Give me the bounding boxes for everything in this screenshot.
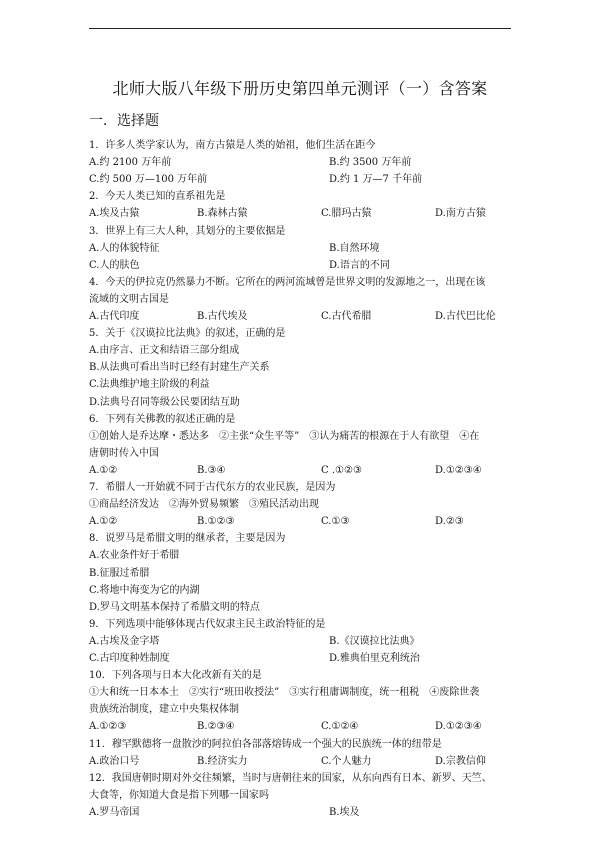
question-stem — [89, 274, 519, 291]
answer-option: B.自然环境 — [329, 242, 380, 254]
option-row — [89, 308, 519, 325]
question-stem — [89, 701, 519, 718]
option-row — [89, 342, 519, 359]
answer-option: C.法典维护地主阶级的利益 — [89, 379, 210, 391]
option-row — [89, 565, 519, 582]
answer-option: A.古代印度 — [89, 311, 140, 322]
answer-option: B.约 3500 万年前 — [329, 157, 412, 169]
option-row — [89, 257, 519, 274]
answer-option: C.①②④ — [321, 721, 359, 733]
option-row — [89, 376, 519, 393]
option-row — [89, 718, 519, 735]
question-stem — [89, 188, 519, 205]
header-rule — [89, 28, 511, 29]
option-row — [89, 171, 519, 188]
answer-option: C.个人魅力 — [321, 755, 372, 767]
question-stem-text: ①创始人是乔达摩・悉达多 ②主张“众生平等” ③认为痛苦的根源在于人有欲望 ④在 — [89, 430, 480, 442]
option-row — [89, 154, 519, 171]
answer-option: A.①② — [89, 464, 118, 476]
question-stem — [89, 496, 519, 513]
option-row — [89, 359, 519, 376]
answer-option: D.语言的不同 — [329, 259, 390, 271]
answer-option: A.政治口号 — [89, 755, 140, 767]
option-row — [89, 240, 519, 257]
answer-option: C.将地中海变为它的内湖 — [89, 584, 200, 596]
answer-option: C.约 500 万—100 万年前 — [89, 174, 208, 186]
page-title: 北师大版八年级下册历史第四单元测评（一）含答案 — [112, 79, 488, 98]
answer-option: D.宗教信仰 — [435, 755, 486, 767]
answer-option: A.①② — [89, 516, 118, 528]
question-stem-text: 4．今天的伊拉克仍然暴力不断。它所在的两河流域曾是世界文明的发源地之一，出现在该 — [89, 276, 486, 288]
question-stem — [89, 291, 519, 308]
answer-option: A.由序言、正文和结语三部分组成 — [89, 345, 240, 357]
answer-option: B.《汉谟拉比法典》 — [329, 635, 420, 647]
answer-option: A.古埃及金字塔 — [89, 635, 160, 647]
answer-option: B.古代埃及 — [197, 311, 248, 322]
section-heading: 一．选择题 — [89, 113, 159, 129]
question-stem-text: 流域的文明古国是 — [89, 293, 169, 305]
option-row — [89, 513, 519, 530]
answer-option: A.约 2100 万年前 — [89, 157, 172, 169]
answer-option: C.①③ — [321, 516, 350, 528]
question-stem-text: 9．下列选项中能够体现古代奴隶主民主政治特征的是 — [89, 618, 326, 630]
answer-option: A.人的体貌特征 — [89, 242, 160, 254]
question-stem — [89, 428, 519, 445]
answer-option: D.约 1 万—7 千年前 — [329, 174, 423, 186]
option-row — [89, 599, 519, 616]
question-stem-text: 11．穆罕默德将一盘散沙的阿拉伯各部落熔铸成一个强大的民族统一体的纽带是 — [89, 738, 442, 750]
question-stem — [89, 770, 519, 787]
question-stem — [89, 616, 519, 633]
question-stem-text: 6．下列有关佛教的叙述正确的是 — [89, 413, 236, 425]
question-stem — [89, 137, 519, 154]
answer-option: B.③④ — [197, 464, 226, 476]
option-row — [89, 394, 519, 411]
answer-option: C .①②③ — [321, 464, 362, 476]
answer-option: B.从法典可看出当时已经有封建生产关系 — [89, 362, 270, 374]
answer-option: D.古代巴比伦 — [435, 311, 496, 322]
question-stem-text: 贵族统治制度，建立中央集权体制 — [89, 704, 239, 716]
answer-option: D.②③ — [435, 516, 464, 528]
option-row — [89, 753, 519, 770]
question-stem — [89, 667, 519, 684]
answer-option: D.①②③④ — [435, 721, 482, 733]
answer-option: B.②③④ — [197, 721, 235, 733]
answer-option: D.罗马文明基本保持了希腊文明的特点 — [89, 601, 260, 613]
answer-option: B.经济实力 — [197, 755, 248, 767]
question-stem-text: ①大和统一日本本土 ②实行“班田收授法” ③实行租庸调制度，统一租税 ④废除世袭 — [89, 687, 480, 699]
answer-option: A.埃及古猿 — [89, 208, 140, 220]
question-stem — [89, 325, 519, 342]
question-stem-text: 大食等，你知道大食是指下列哪一国家吗 — [89, 789, 269, 801]
question-stem-text: 5．关于《汉谟拉比法典》的叙述，正确的是 — [89, 328, 286, 340]
question-stem — [89, 787, 519, 804]
answer-option: C.腊玛古猿 — [321, 208, 372, 220]
question-stem-text: 12．我国唐朝时期对外交往频繁，当时与唐朝往来的国家，从东向西有日本、新罗、天竺、 — [89, 772, 492, 784]
answer-option: B.①②③ — [197, 516, 235, 528]
question-stem-text: ①商品经济发达 ②海外贸易频繁 ③殖民活动出现 — [89, 499, 319, 511]
option-row — [89, 462, 519, 479]
question-stem-text: 3．世界上有三大人种，其划分的主要依据是 — [89, 225, 286, 237]
answer-option: B.埃及 — [329, 806, 360, 818]
question-stem-text: 2．今天人类已知的直系祖先是 — [89, 191, 226, 203]
option-row — [89, 205, 519, 222]
answer-option: D.①②③④ — [435, 464, 482, 476]
option-row — [89, 633, 519, 650]
question-stem — [89, 736, 519, 753]
option-row — [89, 547, 519, 564]
answer-option: A.罗马帝国 — [89, 806, 140, 818]
question-stem — [89, 411, 519, 428]
answer-option: D.雅典伯里克利统治 — [329, 653, 420, 664]
question-stem-text: 8．说罗马是希腊文明的继承者，主要是因为 — [89, 533, 286, 545]
answer-option: B.森林古猿 — [197, 208, 248, 220]
answer-option: C.古代希腊 — [321, 311, 372, 322]
question-stem-text: 1．许多人类学家认为，南方古猿是人类的始祖，他们生活在距今 — [89, 140, 376, 151]
answer-option: C.人的肤色 — [89, 259, 140, 271]
question-stem-text: 10．下列各项与日本大化改新有关的是 — [89, 670, 262, 682]
answer-option: B.征服过希腊 — [89, 567, 150, 579]
answer-option: A.①②③ — [89, 721, 127, 733]
question-stem — [89, 530, 519, 547]
answer-option: A.农业条件好于希腊 — [89, 550, 180, 562]
answer-option: D.法典号召同等级公民要团结互助 — [89, 396, 240, 408]
question-stem — [89, 684, 519, 701]
question-stem-text: 7．希腊人一开始就不同于古代东方的农业民族，是因为 — [89, 482, 336, 493]
option-row — [89, 650, 519, 667]
option-row — [89, 804, 519, 821]
option-row — [89, 582, 519, 599]
question-stem — [89, 479, 519, 496]
answer-option: D.南方古猿 — [435, 208, 486, 220]
question-stem — [89, 223, 519, 240]
question-stem — [89, 445, 519, 462]
answer-option: C.古印度种姓制度 — [89, 653, 170, 664]
question-stem-text: 唐朝时传入中国 — [89, 447, 159, 459]
